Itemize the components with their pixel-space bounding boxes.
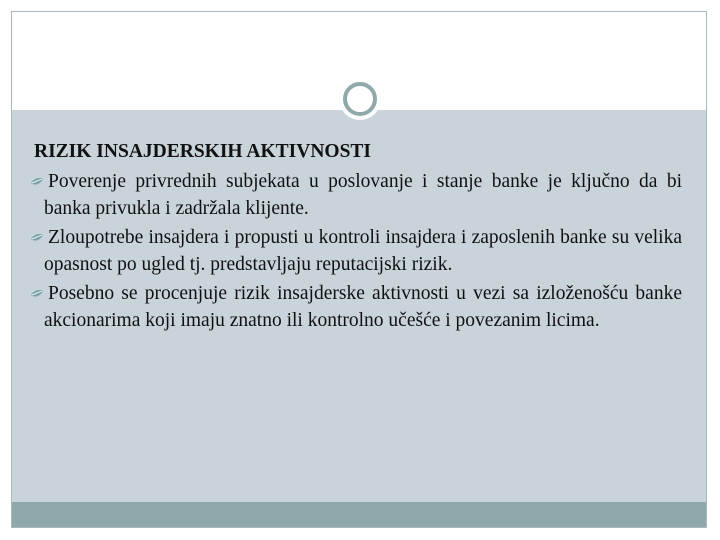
leaf-bullet-icon (30, 289, 44, 300)
leaf-bullet-icon (30, 177, 44, 188)
ring-icon (339, 78, 381, 120)
bullet-text: Zloupotrebe insajdera i propusti u kontroli insajdera i zaposlenih banke su velika opasnost po ugled tj. predstavljaju reputacijski rizik. (44, 227, 682, 275)
footer-band (12, 502, 706, 527)
bullet-text: Posebno se procenjuje rizik insajderske aktivnosti u vezi sa izloženošću banke akcionarima koji imaju znatno ili kontrolno učešće i povezanim licima. (44, 283, 682, 331)
bullet-item (34, 168, 682, 222)
bullet-text: Poverenje privrednih subjekata u poslovanje i stanje banke je ključno da bi banka privukla i zadržala klijente. (44, 171, 682, 219)
leaf-bullet-icon (30, 233, 44, 244)
ring-inner (343, 82, 377, 116)
slide-body (34, 138, 682, 336)
bullet-item (34, 280, 682, 334)
slide-title: RIZIK INSAJDERSKIH AKTIVNOSTI (34, 141, 372, 162)
bullet-item (34, 224, 682, 278)
